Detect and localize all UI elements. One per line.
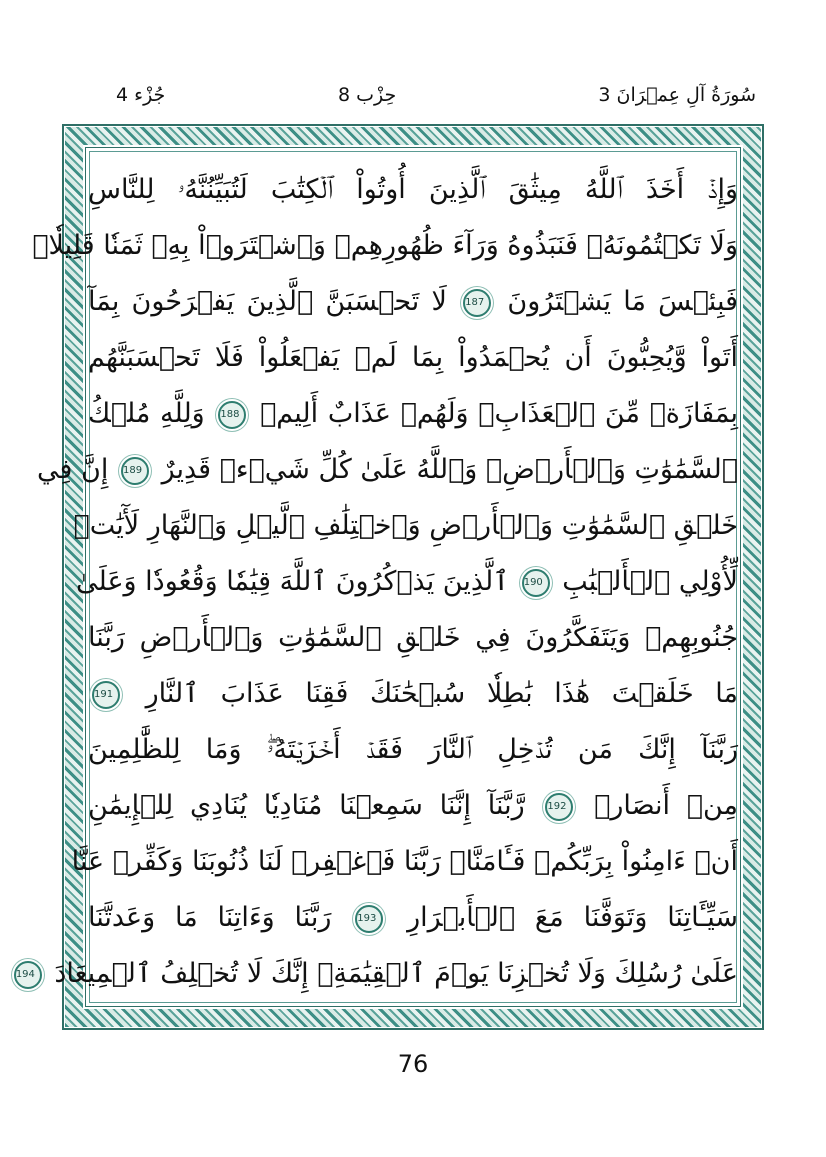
text-line: رَبَّنَآ إِنَّكَ مَن تُدۡخِلِ ٱلنَّارَ فَقَدۡ أَخۡزَيۡتَهُۥۖ وَمَا لِلظَّٰلِمِينَ bbox=[88, 734, 738, 765]
ayah-number-marker: 191 bbox=[92, 681, 120, 709]
ayah-number-marker: 187 bbox=[463, 289, 491, 317]
text-line: بِمَفَازَةٖ مِّنَ ٱلۡعَذَابِۖ وَلَهُمۡ عَذَابٌ أَلِيمٞ 188 وَلِلَّهِ مُلۡكُ bbox=[88, 398, 738, 429]
text-line: فَبِئۡسَ مَا يَشۡتَرُونَ 187 لَا تَحۡسَبَنَّ ٱلَّذِينَ يَفۡرَحُونَ بِمَآ bbox=[88, 286, 739, 317]
juz-label: جُزْء 4 bbox=[116, 84, 166, 106]
text-line: مِنۡ أَنصَارٖ 192 رَّبَّنَآ إِنَّنَا سَمِعۡنَا مُنَادِيٗا يُنَادِي لِلۡإِيمَٰنِ bbox=[88, 790, 738, 821]
text-line: عَلَىٰ رُسُلِكَ وَلَا تُخۡزِنَا يَوۡمَ ٱلۡقِيَٰمَةِۗ إِنَّكَ لَا تُخۡلِفُ ٱلۡمِيعَادَ 194 bbox=[15, 958, 738, 989]
page-header bbox=[60, 78, 766, 118]
text-line: وَلَا تَكۡتُمُونَهُۥ فَنَبَذُوهُ وَرَآءَ ظُهُورِهِمۡ وَٱشۡتَرَوۡاْ بِهِۦ ثَمَنٗا قَلِيلٗاۖ bbox=[32, 230, 738, 261]
text-line: ٱلسَّمَٰوَٰتِ وَٱلۡأَرۡضِۗ وَٱللَّهُ عَلَىٰ كُلِّ شَيۡءٖ قَدِيرٌ 189 إِنَّ فِي bbox=[37, 454, 738, 485]
text-line: خَلۡقِ ٱلسَّمَٰوَٰتِ وَٱلۡأَرۡضِ وَٱخۡتِلَٰفِ ٱلَّيۡلِ وَٱلنَّهَارِ لَأٓيَٰتٖ bbox=[73, 510, 738, 541]
ayah-number-marker: 189 bbox=[121, 457, 149, 485]
text-line: أَنۡ ءَامِنُواْ بِرَبِّكُمۡ فَـَٔامَنَّاۚ رَبَّنَا فَٱغۡفِرۡ لَنَا ذُنُوبَنَا وَكَفِّرۡ عَنَّا bbox=[71, 846, 738, 877]
text-line: جُنُوبِهِمۡ وَيَتَفَكَّرُونَ فِي خَلۡقِ ٱلسَّمَٰوَٰتِ وَٱلۡأَرۡضِ رَبَّنَا bbox=[88, 622, 738, 653]
text-line: وَإِذۡ أَخَذَ ٱللَّهُ مِيثَٰقَ ٱلَّذِينَ أُوتُواْ ٱلۡكِتَٰبَ لَتُبَيِّنُنَّهُۥ لِلنَّاسِ bbox=[88, 174, 738, 205]
quran-text-area bbox=[15, 160, 739, 1000]
ayah-number-marker: 192 bbox=[545, 793, 573, 821]
surah-label: 3 سُورَةُ آلِ عِمۡرَانَ bbox=[598, 84, 756, 106]
ayah-number-marker: 194 bbox=[14, 961, 42, 989]
text-line: سَيِّـَٔاتِنَا وَتَوَفَّنَا مَعَ ٱلۡأَبۡرَارِ 193 رَبَّنَا وَءَاتِنَا مَا وَعَدتَّنَا bbox=[88, 902, 738, 933]
ayah-number-marker: 193 bbox=[355, 905, 383, 933]
text-line: أَتَواْ وَّيُحِبُّونَ أَن يُحۡمَدُواْ بِمَا لَمۡ يَفۡعَلُواْ فَلَا تَحۡسَبَنَّهُم bbox=[88, 342, 738, 373]
ayah-number-marker: 190 bbox=[522, 569, 550, 597]
page-number: 76 bbox=[397, 1050, 429, 1078]
hizb-label: حِزْب 8 bbox=[338, 84, 397, 106]
text-line: مَا خَلَقۡتَ هَٰذَا بَٰطِلٗا سُبۡحَٰنَكَ فَقِنَا عَذَابَ ٱلنَّارِ 191 bbox=[94, 678, 738, 709]
text-line: لِّأُوْلِي ٱلۡأَلۡبَٰبِ 190 ٱلَّذِينَ يَذۡكُرُونَ ٱللَّهَ قِيَٰمٗا وَقُعُودٗا وَعَلَىٰ bbox=[76, 566, 738, 597]
ayah-number-marker: 188 bbox=[218, 401, 246, 429]
